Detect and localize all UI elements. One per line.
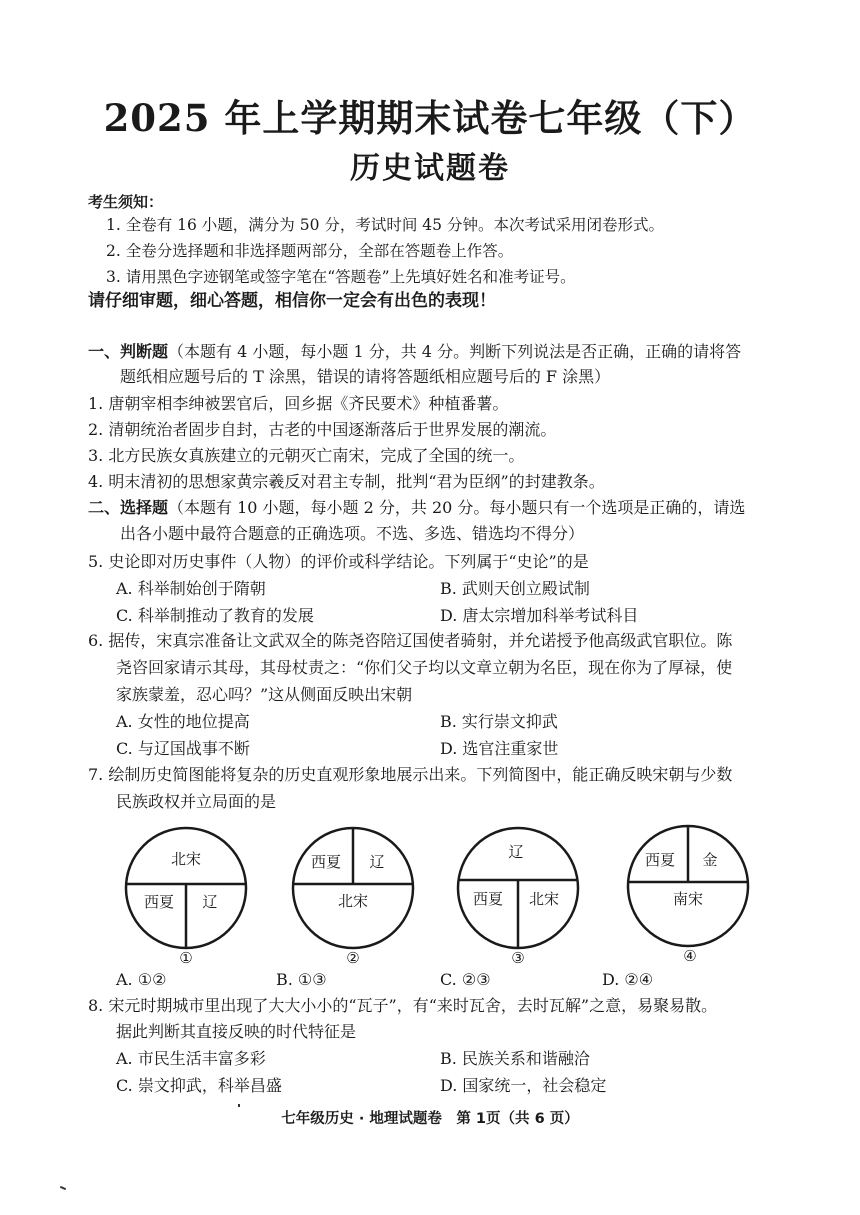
q8-option-d: D. 国家统一，社会稳定 — [440, 1076, 607, 1095]
diagram-3 — [450, 820, 590, 974]
section2-header — [88, 498, 745, 518]
question-6-line3: 家族蒙羞，忍心吗？”这从侧面反映出宋朝 — [116, 685, 413, 704]
diagram-1 — [118, 820, 258, 974]
exam-subtitle: 历史试题卷 — [350, 151, 510, 186]
scan-speck — [60, 1186, 66, 1190]
section1-title: 一、判断题 — [88, 342, 169, 361]
q7-option-c: C. ②③ — [440, 970, 491, 989]
exam-title: 2025 年上学期期末试卷七年级（下） — [103, 96, 757, 140]
diagram2-number: ② — [346, 949, 360, 967]
diagram2-bottom-label: 北宋 — [337, 892, 369, 910]
section2-desc-cont: 出各小题中最符合题意的正确选项。不选、多选、错选均不得分） — [120, 524, 585, 543]
diagram-2 — [285, 820, 425, 974]
q5-option-a: A. 科举制始创于隋朝 — [116, 579, 266, 598]
section1-desc: （本题有 4 小题，每小题 1 分，共 4 分。判断下列说法是否正确，正确的请将答 — [168, 342, 742, 361]
question-3: 3. 北方民族女真族建立的元朝灭亡南宋，完成了全国的统一。 — [88, 446, 525, 465]
q7-option-b: B. ①③ — [276, 970, 327, 989]
q6-option-d: D. 选官注重家世 — [440, 739, 559, 758]
diagram4-number: ④ — [683, 947, 697, 965]
question-5-stem: 5. 史论即对历史事件（人物）的评价或科学结论。下列属于“史论”的是 — [88, 552, 589, 571]
diagram3-number: ③ — [511, 949, 525, 967]
section2-desc: （本题有 10 小题，每小题 2 分，共 20 分。每小题只有一个选项是正确的，请选 — [168, 498, 746, 517]
q6-option-c: C. 与辽国战事不断 — [116, 739, 250, 758]
question-6-line2: 尧咨回家请示其母，其母杖责之：“你们父子均以文章立朝为名臣，现在你为了厚禄，使 — [116, 658, 733, 677]
notice-heading: 考生须知： — [88, 193, 164, 211]
section1-desc-cont: 题纸相应题号后的 T 涂黑，错误的请将答题纸相应题号后的 F 涂黑） — [120, 367, 611, 386]
diagram4-left-label: 西夏 — [644, 851, 676, 869]
diagram4-bottom-label: 南宋 — [672, 890, 704, 908]
notice-item: 2. 全卷分选择题和非选择题两部分，全部在答题卷上作答。 — [106, 242, 514, 260]
q7-option-d: D. ②④ — [602, 970, 654, 989]
question-6-line1: 6. 据传，宋真宗准备让文武双全的陈尧咨陪辽国使者骑射，并允诺授予他高级武官职位。陈 — [88, 631, 733, 650]
question-8-line1: 8. 宋元时期城市里出现了大大小小的“瓦子”，有“来时瓦舍，去时瓦解”之意，易聚易散。 — [88, 996, 718, 1015]
diagram2-right-label: 辽 — [369, 853, 385, 871]
diagram1-right-label: 辽 — [202, 893, 218, 911]
q6-option-a: A. 女性的地位提高 — [116, 712, 250, 731]
diagram1-top-label: 北宋 — [170, 850, 202, 868]
question-7-line1: 7. 绘制历史简图能将复杂的历史直观形象地展示出来。下列简图中，能正确反映宋朝与少数 — [88, 765, 733, 784]
q6-option-b: B. 实行崇文抑武 — [440, 712, 558, 731]
question-1: 1. 唐朝宰相李绅被罢官后，回乡据《齐民要术》种植番薯。 — [88, 394, 509, 413]
diagram3-top-label: 辽 — [508, 843, 524, 861]
encouragement-slogan: 请仔细审题，细心答题，相信你一定会有出色的表现！ — [88, 291, 496, 311]
diagram-4 — [620, 820, 760, 974]
question-4: 4. 明末清初的思想家黄宗羲反对君主专制，批判“君为臣纲”的封建教条。 — [88, 472, 605, 491]
q8-option-b: B. 民族关系和谐融洽 — [440, 1049, 590, 1068]
q5-option-d: D. 唐太宗增加科举考试科目 — [440, 606, 639, 625]
notice-item: 1. 全卷有 16 小题，满分为 50 分，考试时间 45 分钟。本次考试采用闭卷形式。 — [106, 216, 664, 234]
q7-option-a: A. ①② — [116, 970, 167, 989]
page-footer: 七年级历史 · 地理试题卷 第 1页（共 6 页） — [281, 1111, 579, 1127]
diagram1-left-label: 西夏 — [143, 893, 175, 911]
section2-title: 二、选择题 — [88, 498, 169, 517]
diagram2-left-label: 西夏 — [310, 853, 342, 871]
question-7-line2: 民族政权并立局面的是 — [116, 792, 277, 811]
question-2: 2. 清朝统治者固步自封，古老的中国逐渐落后于世界发展的潮流。 — [88, 420, 557, 439]
notice-item: 3. 请用黑色字迹钢笔或签字笔在“答题卷”上先填好姓名和准考证号。 — [106, 268, 576, 286]
q5-option-c: C. 科举制推动了教育的发展 — [116, 606, 314, 625]
question-8-line2: 据此判断其直接反映的时代特征是 — [116, 1022, 357, 1041]
diagram3-right-label: 北宋 — [528, 890, 560, 908]
q5-option-b: B. 武则天创立殿试制 — [440, 579, 590, 598]
section1-header — [88, 342, 741, 362]
q8-option-a: A. 市民生活丰富多彩 — [116, 1049, 266, 1068]
diagram4-right-label: 金 — [702, 851, 718, 869]
diagram1-number: ① — [179, 949, 193, 967]
q8-option-c: C. 崇文抑武，科举昌盛 — [116, 1076, 282, 1095]
diagram3-left-label: 西夏 — [472, 890, 504, 908]
